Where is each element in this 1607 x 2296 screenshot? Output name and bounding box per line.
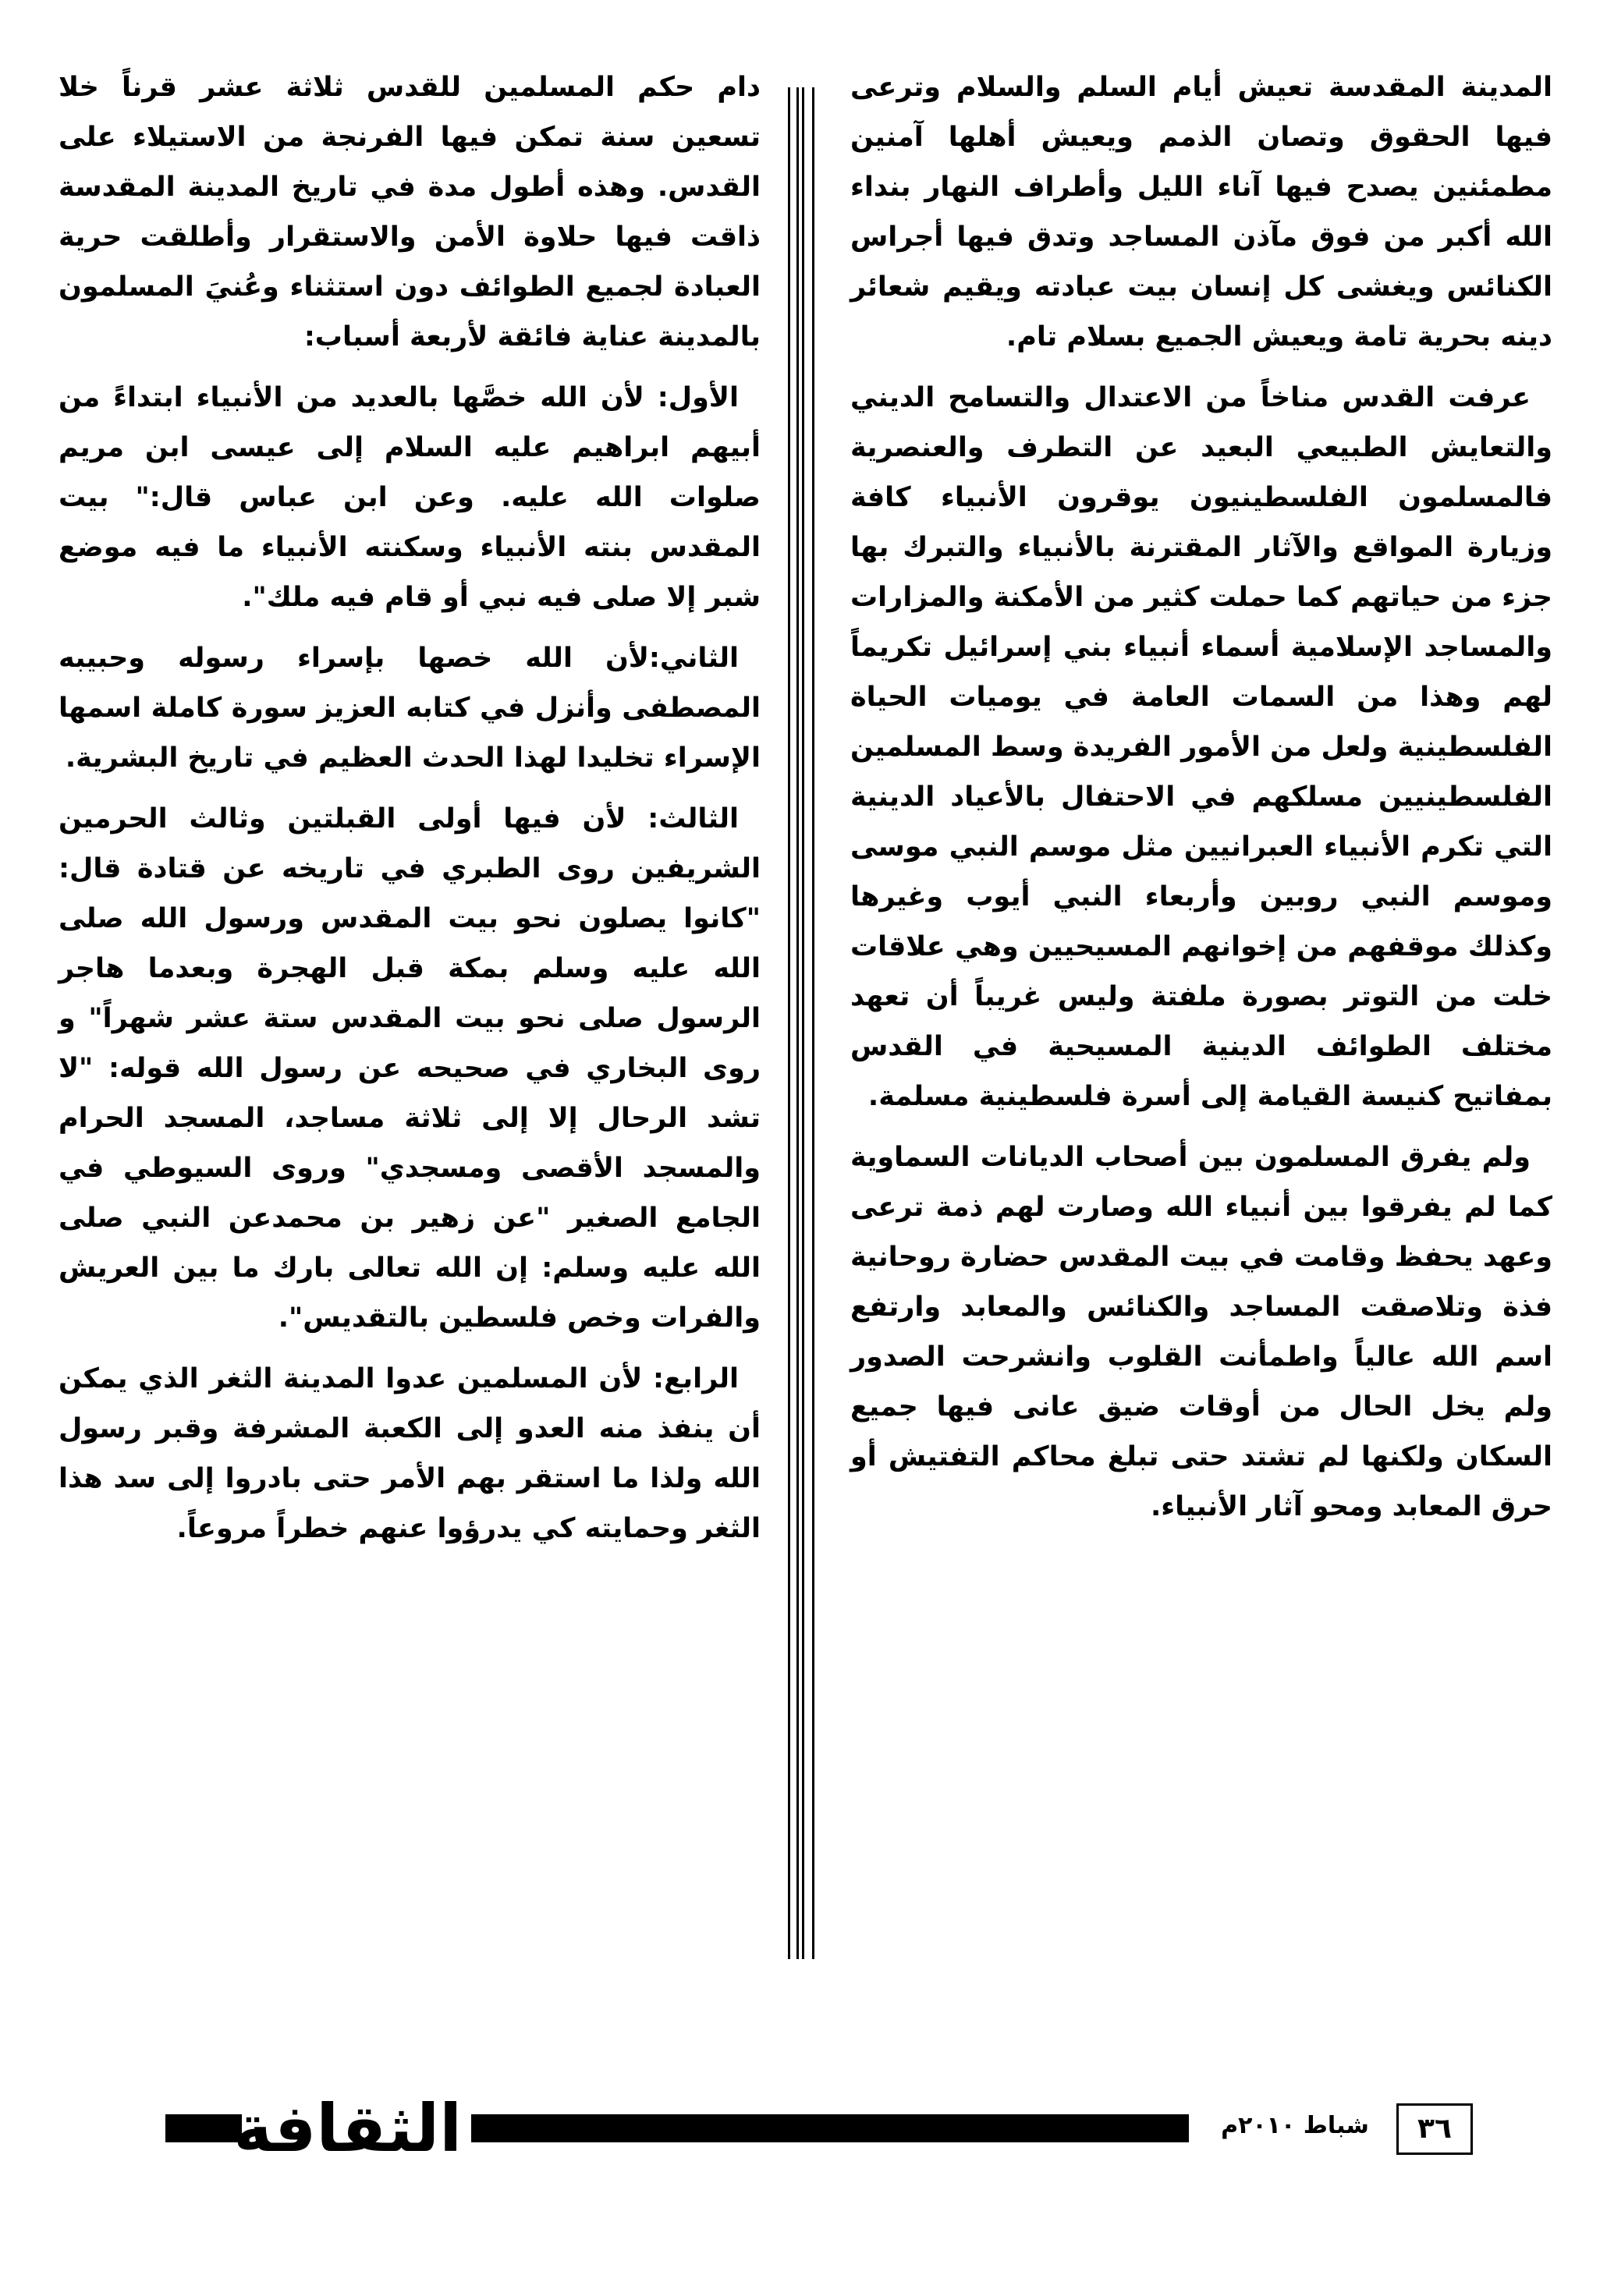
paragraph: الرابع: لأن المسلمين عدوا المدينة الثغر الذي يمكن أن ينفذ منه العدو إلى الكعبة المشرفة وقبر رسول الله ولذا ما استقر بهم الأمر حتى بادروا إلى سد هذا الثغر وحمايته كي يدرؤوا عنهم خطراً مروعاً. (59, 1363, 761, 1544)
page-footer (0, 2086, 1607, 2172)
paragraph: الثالث: لأن فيها أولى القبلتين وثالث الحرمين الشريفين روى الطبري في تاريخه عن قتادة قال: "كانوا يصلون نحو بيت المقدس ورسول الله صلى الله عليه وسلم بمكة قبل الهجرة وبعدما هاجر الرسول صلى نحو بيت المقدس ستة عشر شهراً" و روى البخاري في صحيحه عن رسول الله قوله: "لا تشد الرحال إلا إلى ثلاثة مساجد، المسجد الحرام والمسجد الأقصى ومسجدي" وروى السيوطي في الجامع الصغير "عن زهير بن محمدعن النبي صلى الله عليه وسلم: إن الله تعالى بارك ما بين العريش والفرات وخص فلسطين بالتقديس". (59, 803, 761, 1334)
right-text-column (850, 62, 1552, 1543)
paragraph: ولم يفرق المسلمون بين أصحاب الديانات السماوية كما لم يفرقوا بين أنبياء الله وصارت لهم ذمة ترعى وعهد يحفظ وقامت في بيت المقدس حضارة روحانية فذة وتلاصقت المساجد والكنائس والمعابد وارتفع اسم الله عالياً واطمأنت القلوب وانشرحت الصدور ولم يخل الحال من أوقات ضيق عانى فيها جميع السكان ولكنها لم تشتد حتى تبلغ محاكم التفتيش أو حرق المعابد ومحو آثار الأنبياء. (850, 1142, 1552, 1522)
footer-bar (471, 2114, 1189, 2142)
footer-bar-left (165, 2114, 242, 2142)
paragraph: الأول: لأن الله خصَّها بالعديد من الأنبياء ابتداءً من أبيهم ابراهيم عليه السلام إلى عيسى ابن مريم صلوات الله عليه. وعن ابن عباس قال:" بيت المقدس بنته الأنبياء وسكنته الأنبياء ما فيه موضع شبر إلا صلى فيه نبي أو قام فيه ملك". (59, 382, 761, 613)
paragraph: الثاني:لأن الله خصها بإسراء رسوله وحبيبه المصطفى وأنزل في كتابه العزيز سورة كاملة اسمها الإسراء تخليدا لهذا الحدث العظيم في تاريخ البشرية. (59, 643, 761, 774)
left-text-column (59, 62, 761, 1564)
column-divider (788, 87, 814, 1959)
page-number: ٣٦ (1396, 2103, 1473, 2155)
paragraph: دام حكم المسلمين للقدس ثلاثة عشر قرناً خلا تسعين سنة تمكن فيها الفرنجة من الاستيلاء على القدس. وهذه أطول مدة في تاريخ المدينة المقدسة ذاقت فيها حلاوة الأمن والاستقرار وأطلقت حرية العبادة لجميع الطوائف دون استثناء وعُنيَ المسلمون بالمدينة عناية فائقة لأربعة أسباب: (59, 72, 761, 353)
magazine-masthead: الثقافة (233, 2090, 462, 2167)
paragraph: عرفت القدس مناخاً من الاعتدال والتسامح الديني والتعايش الطبيعي البعيد عن التطرف والعنصرية فالمسلمون الفلسطينيون يوقرون الأنبياء كافة وزيارة المواقع والآثار المقترنة بالأنبياء والتبرك بها جزء من حياتهم كما حملت كثير من الأمكنة والمزارات والمساجد الإسلامية أسماء أنبياء بني إسرائيل تكريماً لهم وهذا من السمات العامة في يوميات الحياة الفلسطينية ولعل من الأمور الفريدة وسط المسلمين الفلسطينيين مسلكهم في الاحتفال بالأعياد الدينية التي تكرم الأنبياء العبرانيين مثل موسم النبي موسى وموسم النبي روبين وأربعاء النبي أيوب وغيرها وكذلك موقفهم من إخوانهم المسيحيين وهي علاقات خلت من التوتر بصورة ملفتة وليس غريباً أن تعهد مختلف الطوائف الدينية المسيحية في القدس بمفاتيح كنيسة القيامة إلى أسرة فلسطينية مسلمة. (850, 382, 1552, 1112)
issue-date: شباط ٢٠١٠م (1221, 2112, 1369, 2139)
paragraph: المدينة المقدسة تعيش أيام السلم والسلام وترعى فيها الحقوق وتصان الذمم ويعيش أهلها آمنين مطمئنين يصدح فيها آناء الليل وأطراف النهار بنداء الله أكبر من فوق مآذن المساجد وتدق فيها أجراس الكنائس ويغشى كل إنسان بيت عبادته ويقيم شعائر دينه بحرية تامة ويعيش الجميع بسلام تام. (850, 72, 1552, 353)
